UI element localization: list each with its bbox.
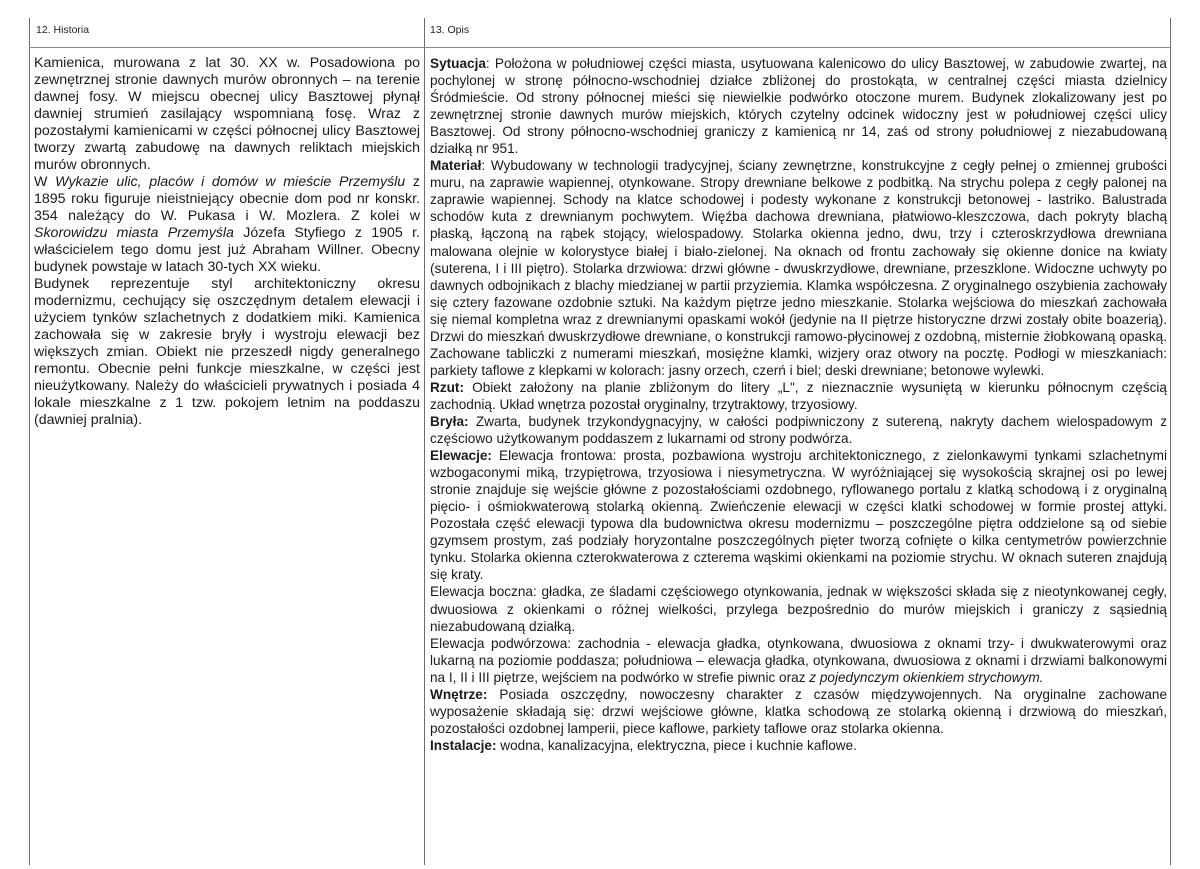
elewacje-text: Elewacja frontowa: prosta, pozbawiona wystroju architektonicznego, z zielonkawymi tynkami szlachetnymi wzbogaconymi miką, trzypiętrowa, trzyosiowa i niesymetryczna. W wyróżniającej się wysokością skrajnej osi po lewej stronie znajduje się wejście główne z pozostałościami ozdobnego, ryflowanego portalu z klatką schodową i z oryginalną pięcio- i ośmiokwaterową stolarką okienną. Zwieńczenie elewacji w części klatki schodowej w formie prostej attyki. Pozostała część elewacji typowa dla budownictwa okresu modernizmu – poszczególne piętra oddzielone są od siebie gzymsem prostym, zaś podziały horyzontalne poszczególnych pięter tworzą cofnięte o kilka centymetrów powierzchnie tynku. Stolarka okienna czterokwaterowa z czterema wąskimi okienkami na poziomie strychu. W oknach suteren znajdują się kraty. (430, 448, 1167, 583)
rzut-section (430, 379, 1167, 413)
historia-p2-title-wykaz: Wykazie ulic, placów i domów w mieście Przemyślu (55, 174, 406, 190)
header-rule (29, 47, 1170, 48)
elewacja-boczna-paragraph: Elewacja boczna: gładka, ze śladami częściowego otynkowania, jednak w większości składa się z nieotynkowanej cegły, dwuosiowa z okienkami o różnej wielkości, przylega bezpośrednio do murów miejskich i graniczy z sąsiednią niezabudowaną działką. (430, 584, 1167, 634)
instalacje-section (430, 737, 1167, 754)
historia-column (34, 55, 420, 429)
material-label: Materiał (430, 158, 482, 174)
podworzowa-text: Elewacja podwórzowa: zachodnia - elewacja gładka, otynkowana, dwuosiowa z oknami trzy- i dwukwaterowymi oraz lukarną na poziomie poddasza; południowa – elewacja gładka, otynkowana, dwuosiowa z oknami i drzwiami balkonowymi na I, II i III piętrze, wejściem na podwórko w strefie piwnic oraz (430, 635, 1167, 685)
historia-paragraph-3: Budynek reprezentuje styl architektoniczny okresu modernizmu, cechujący się oszczędnym detalem elewacji i użyciem tynków szlachetnych z dodatkiem miki. Kamienica zachowała się w zakresie bryły i wystroju elewacji bez większych zmian. Obiekt nie przeszedł nigdy generalnego remontu. Obecnie pełni funkcje mieszkalne, w części jest nieużytkowany. Należy do właścicieli prywatnych i posiada 4 lokale mieszkalne z 1 tzw. pokojem letnim na poddaszu (dawniej pralnia). (34, 276, 420, 428)
material-section (430, 157, 1167, 379)
wnetrze-text: Posiada oszczędny, nowoczesny charakter z czasów międzywojennych. Na oryginalne zachowane wyposażenie składają się: drzwi wejściowe główne, klatka schodową ze stolarką okienną i drzwiową do mieszkań, pozostałości ozdobnej lamperii, piece kaflowe, parkiety taflowe oraz stolarka okienna. (430, 686, 1167, 736)
instalacje-text: wodna, kanalizacyjna, elektryczna, piece i kuchnie kaflowe. (496, 737, 857, 753)
historia-p2-text-b: z 1895 roku figuruje nieistniejący obecnie dom pod nr konskr. 354 należący do W. Pukasa i W. Mozlera. Z kolei w (34, 174, 420, 224)
sytuacja-text: : Położona w południowej części miasta, usytuowana kalenicowo do ulicy Basztowej, w zabudowie zwartej, na pochylonej w stronę północno-wschodniej działce zbliżonej do prostokąta, w centralnej części miasta dzielnicy Śródmieście. Od strony północnej mieści się niewielkie podwórko otoczone murem. Budynek zlokalizowany jest po zewnętrznej stronie dawnych murów miejskich, których czytelny odcinek widoczny jest w południowej części ulicy Basztowej. Od strony północno-wschodniej graniczy z kamienicą nr 14, zaś od strony południowej z niezabudowaną działką nr 951. (430, 56, 1167, 157)
rzut-text: Obiekt założony na planie zbliżonym do litery „L", z nieznacznie wysuniętą w kierunku północnym częścią zachodnią. Układ wnętrza pozostał oryginalny, trzytraktowy, trzyosiowy. (430, 379, 1167, 412)
wnetrze-label: Wnętrze: (430, 686, 488, 702)
sytuacja-label: Sytuacja (430, 56, 486, 71)
historia-paragraph-2 (34, 174, 420, 276)
material-text: : Wybudowany w technologii tradycyjnej, ściany zewnętrzne, konstrukcyjne z cegły pełnej o zmiennej grubości muru, na zaprawie wapiennej, otynkowane. Stropy drewniane belkowe z podbitką. Na strychu polepa z cegły palonej na zaprawie wapiennej. Schody na klatce schodowej i podesty wykonane z konstrukcji betonowej - lastriko. Balustrada schodów kuta z drewnianym pochwytem. Więźba dachowa drewniana, płatwiowo-kleszczowa, dach pokryty blachą płaską, łączoną na rąbek stojący, wielospadowy. Stolarka okienna jedno, dwu, trzy i czteroskrzydłowa drewniana malowana olejnie w kolorystyce białej i biało-zielonej. Na oknach od frontu zachowały się okienne donice na kwiaty (suterena, I i III piętro). Stolarka drzwiowa: drzwi główne - dwuskrzydłowe, drewniane, przeszklone. Widoczne uchwyty po dawnych odbojnikach z blachy miedzianej w partii przyziemia. Klamka współczesna. Z oryginalnego oszybienia zachowały się cztery fazowane ozdobnie sztuki. Na każdym piętrze jedno mieszkanie. Stolarka wejściowa do mieszkań zachowała się niemal kompletna wraz z drewnianymi opaskami wokół (jedynie na II piętrze historyczne drzwi zostały obite boazerią). Drzwi do mieszkań dwuskrzydłowe drewniane, o konstrukcji ramowo-płycinowej z ozdobną, misternie żłobkowaną opaską. Zachowane tabliczki z numerami mieszkań, mosiężne klamki, wizjery oraz otwory na pocztę. Podłogi w mieszkaniach: parkiety taflowe z klepkami w kolorach: jasny orzech, czerń i biel; deski drewniane; betonowe wylewki. (430, 158, 1167, 378)
historia-paragraph-1: Kamienica, murowana z lat 30. XX w. Posadowiona po zewnętrznej stronie dawnych murów obronnych – na terenie dawnej fosy. W miejscu obecnej ulicy Basztowej płynął dawniej strumień zasilający wspomnianą fosę. Wraz z pozostałymi kamienicami w części północnej ulicy Basztowej tworzy zwartą zabudowę na dawnych reliktach miejskich murów obronnych. (34, 55, 420, 173)
bryla-section (430, 413, 1167, 447)
elewacje-label: Elewacje: (430, 448, 492, 464)
bryla-label: Bryła: (430, 413, 469, 429)
opis-heading: 13. Opis (430, 24, 470, 36)
bryla-text: Zwarta, budynek trzykondygnacyjny, w całości podpiwniczony z sutereną, nakryty dachem wielospadowym z częściowo użytkowanym poddaszem z lukarnami od strony podwórza. (430, 413, 1167, 447)
sytuacja-section (430, 55, 1167, 157)
opis-column (430, 55, 1167, 754)
elewacje-section (430, 447, 1167, 583)
column-divider-line (424, 18, 425, 865)
rzut-label: Rzut: (430, 379, 464, 395)
wnetrze-section (430, 686, 1167, 737)
historia-heading: 12. Historia (36, 24, 90, 36)
elewacja-podworzowa-paragraph (430, 635, 1167, 686)
right-border-line (1170, 18, 1171, 865)
instalacje-label: Instalacje: (430, 737, 497, 753)
left-border-line (29, 18, 30, 865)
historia-p2-text-c: Józefa Styfiego z 1905 r. właścicielem tego domu jest już Abraham Willner. Obecny budynek powstaje w latach 30-tych XX wieku. (34, 225, 421, 275)
historia-p2-title-skorowidz: Skorowidzu miasta Przemyśla (34, 225, 234, 241)
historia-p2-text-a: W (34, 174, 56, 190)
podworzowa-italic-text: z pojedynczym okienkiem strychowym. (809, 669, 1044, 685)
